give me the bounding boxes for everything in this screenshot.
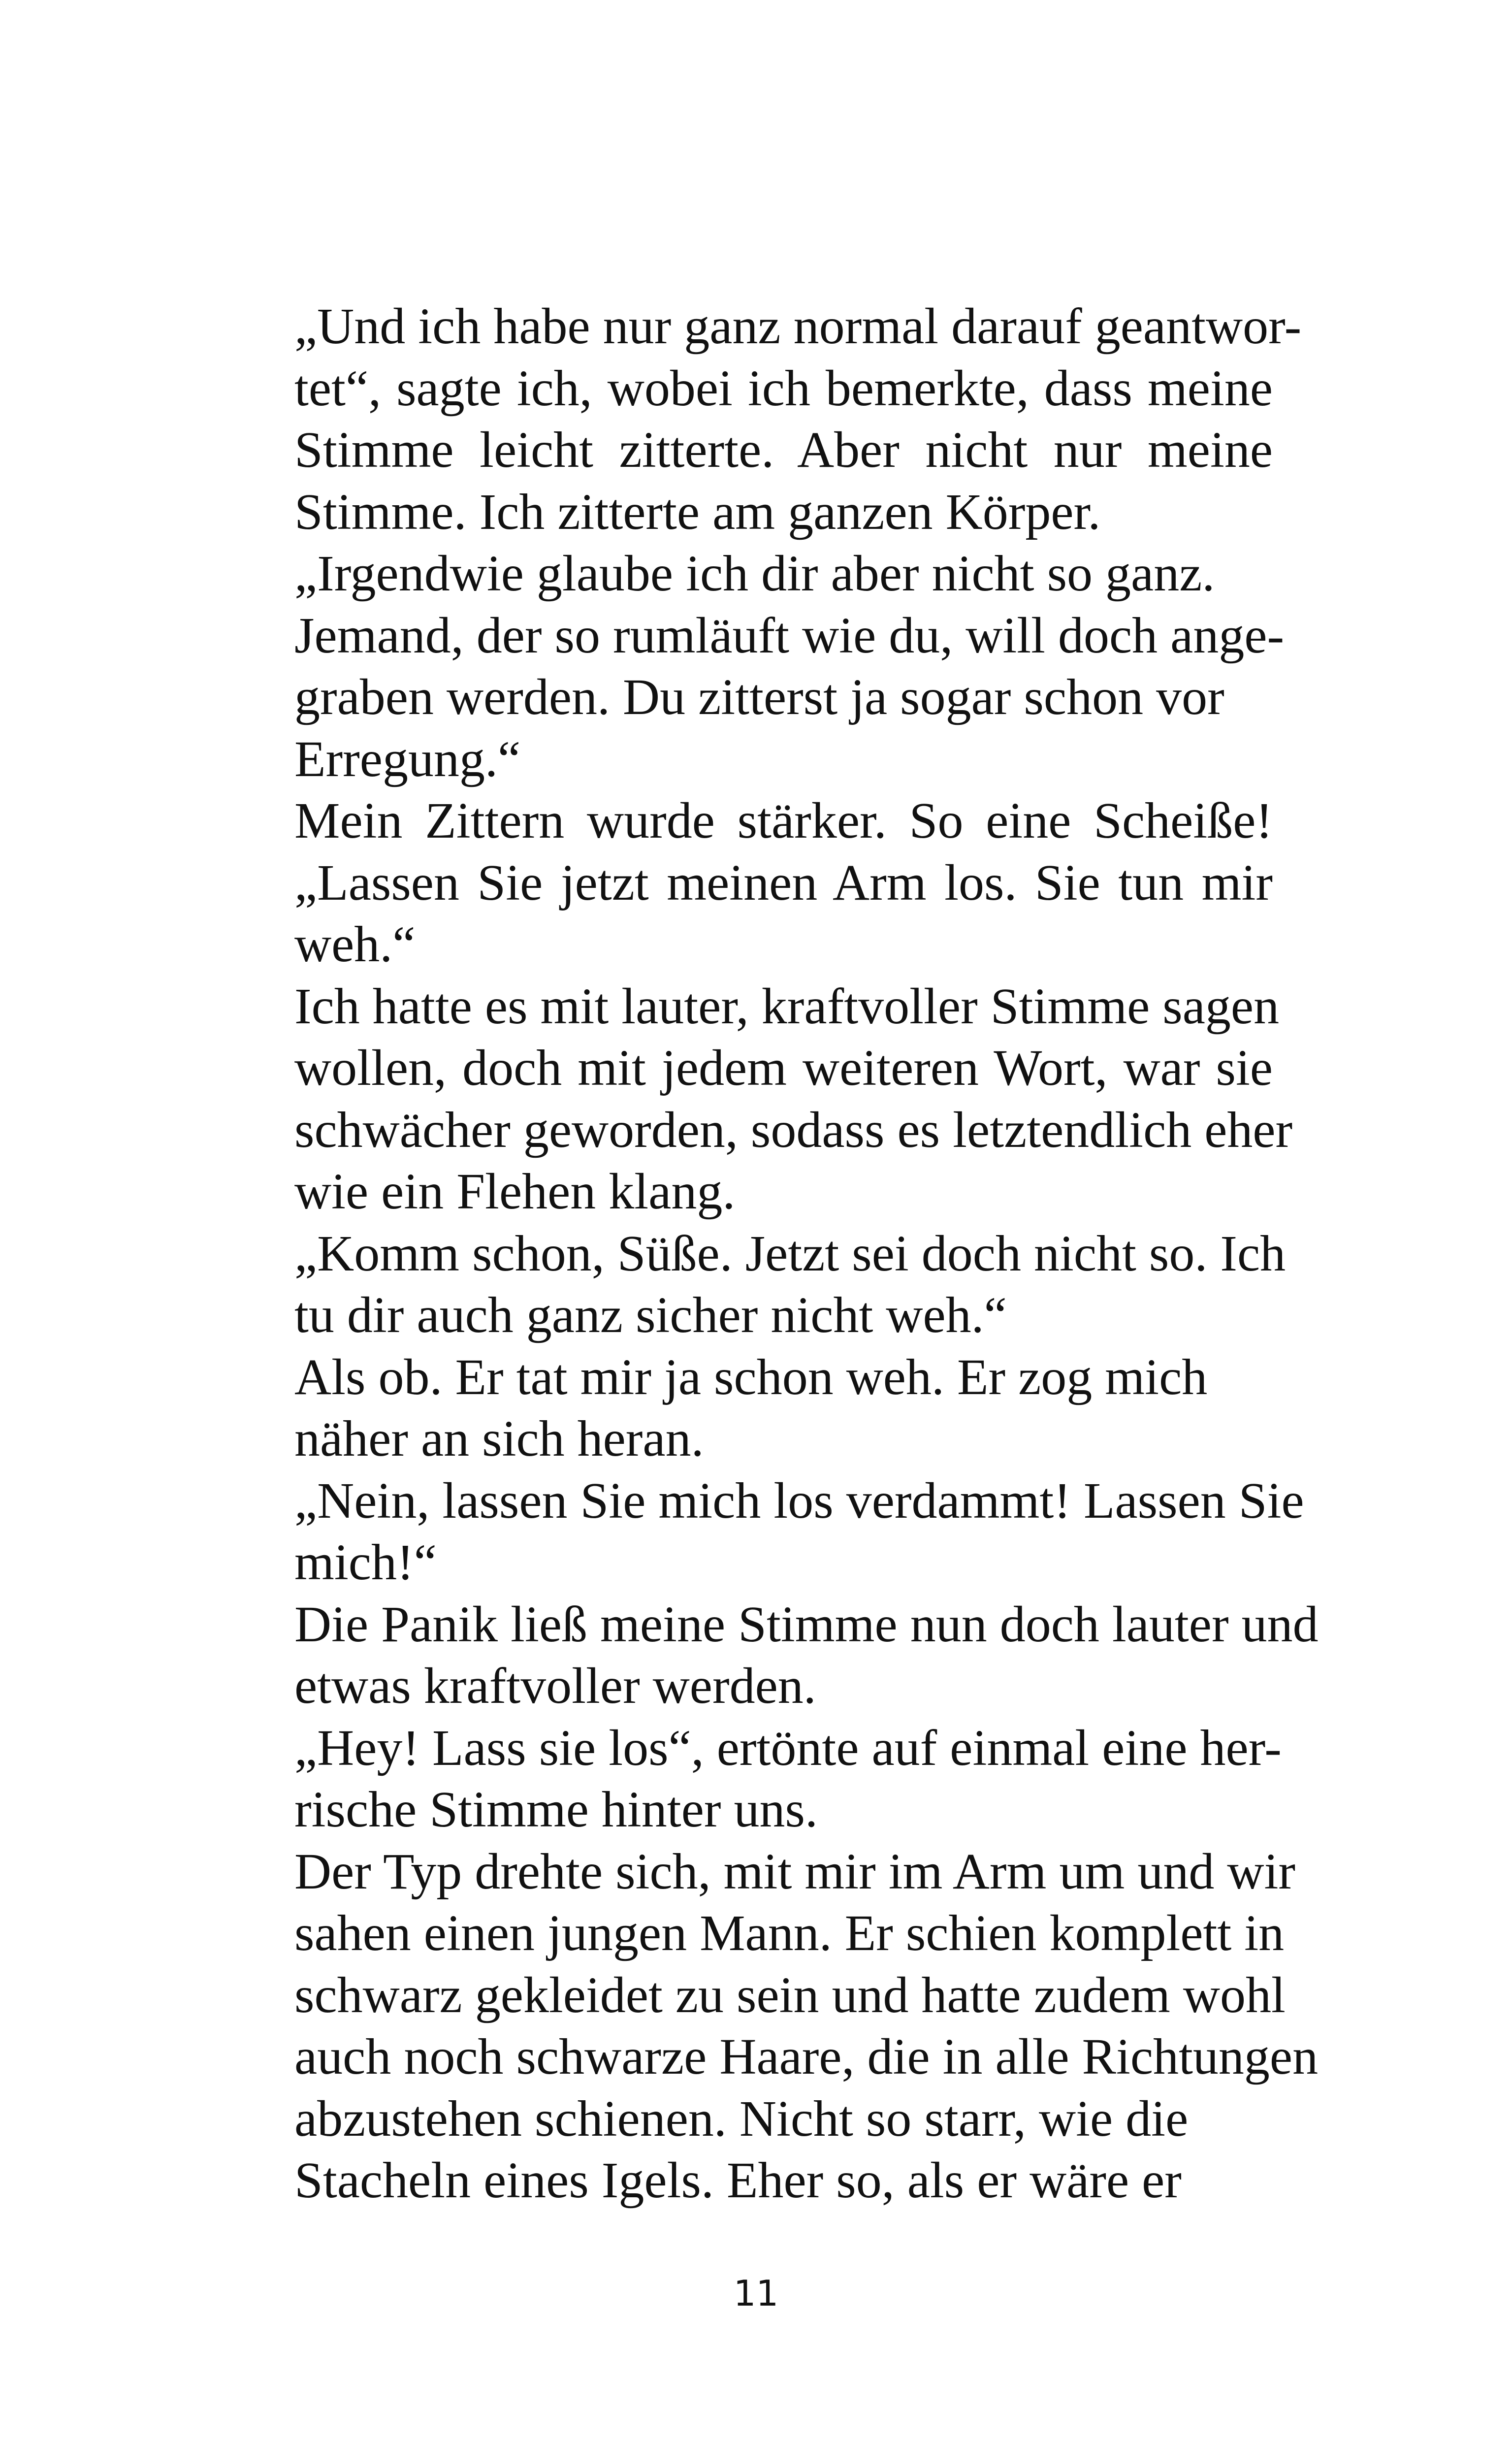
text-line: Mein Zittern wurde stärker. So eine Scheiße! [294, 792, 1273, 849]
text-line: näher an sich heran. [294, 1410, 704, 1467]
text-line: Der Typ drehte sich, mit mir im Arm um und wir [294, 1843, 1295, 1900]
text-line: rische Stimme hinter uns. [294, 1781, 818, 1838]
text-line: „Komm schon, Süße. Jetzt sei doch nicht so. Ich [294, 1225, 1286, 1282]
text-line: tet“, sagte ich, wobei ich bemerkte, dass meine [294, 359, 1273, 417]
text-line: Stacheln eines Igels. Eher so, als er wäre er [294, 2152, 1182, 2209]
text-line: sahen einen jungen Mann. Er schien komplett in [294, 1905, 1285, 1961]
text-line: mich!“ [294, 1534, 437, 1591]
text-line: wie ein Flehen klang. [294, 1163, 736, 1220]
text-line: graben werden. Du zitterst ja sogar schon vor [294, 669, 1224, 725]
text-line: „Und ich habe nur ganz normal darauf geantwor- [294, 298, 1302, 355]
text-line: Erregung.“ [294, 730, 521, 787]
text-line: wollen, doch mit jedem weiteren Wort, war sie [294, 1040, 1273, 1096]
text-line: schwarz gekleidet zu sein und hatte zudem wohl [294, 1966, 1286, 2023]
text-line: „Nein, lassen Sie mich los verdammt! Lassen Sie [294, 1472, 1304, 1529]
text-line: etwas kraftvoller werden. [294, 1658, 816, 1714]
text-line: Jemand, der so rumläuft wie du, will doch ange- [294, 607, 1285, 664]
text-line: auch noch schwarze Haare, die in alle Richtungen [294, 2028, 1319, 2085]
text-line: Als ob. Er tat mir ja schon weh. Er zog mich [294, 1348, 1208, 1405]
text-line: Die Panik ließ meine Stimme nun doch lauter und [294, 1596, 1319, 1653]
body-text [294, 295, 1319, 2212]
text-line: abzustehen schienen. Nicht so starr, wie die [294, 2090, 1189, 2147]
page-number: 11 [733, 2273, 779, 2314]
text-line: schwächer geworden, sodass es letztendlich eher [294, 1101, 1293, 1158]
text-line: Ich hatte es mit lauter, kraftvoller Stimme sagen [294, 977, 1280, 1035]
text-line: Stimme. Ich zitterte am ganzen Körper. [294, 483, 1101, 540]
text-line: tu dir auch ganz sicher nicht weh.“ [294, 1287, 1007, 1343]
text-line: Stimme leicht zitterte. Aber nicht nur meine [294, 422, 1273, 478]
text-line: „Lassen Sie jetzt meinen Arm los. Sie tun mir [294, 854, 1273, 911]
text-line: weh.“ [294, 916, 416, 973]
text-line: „Hey! Lass sie los“, ertönte auf einmal eine her- [294, 1719, 1282, 1776]
text-line: „Irgendwie glaube ich dir aber nicht so ganz. [294, 545, 1215, 602]
